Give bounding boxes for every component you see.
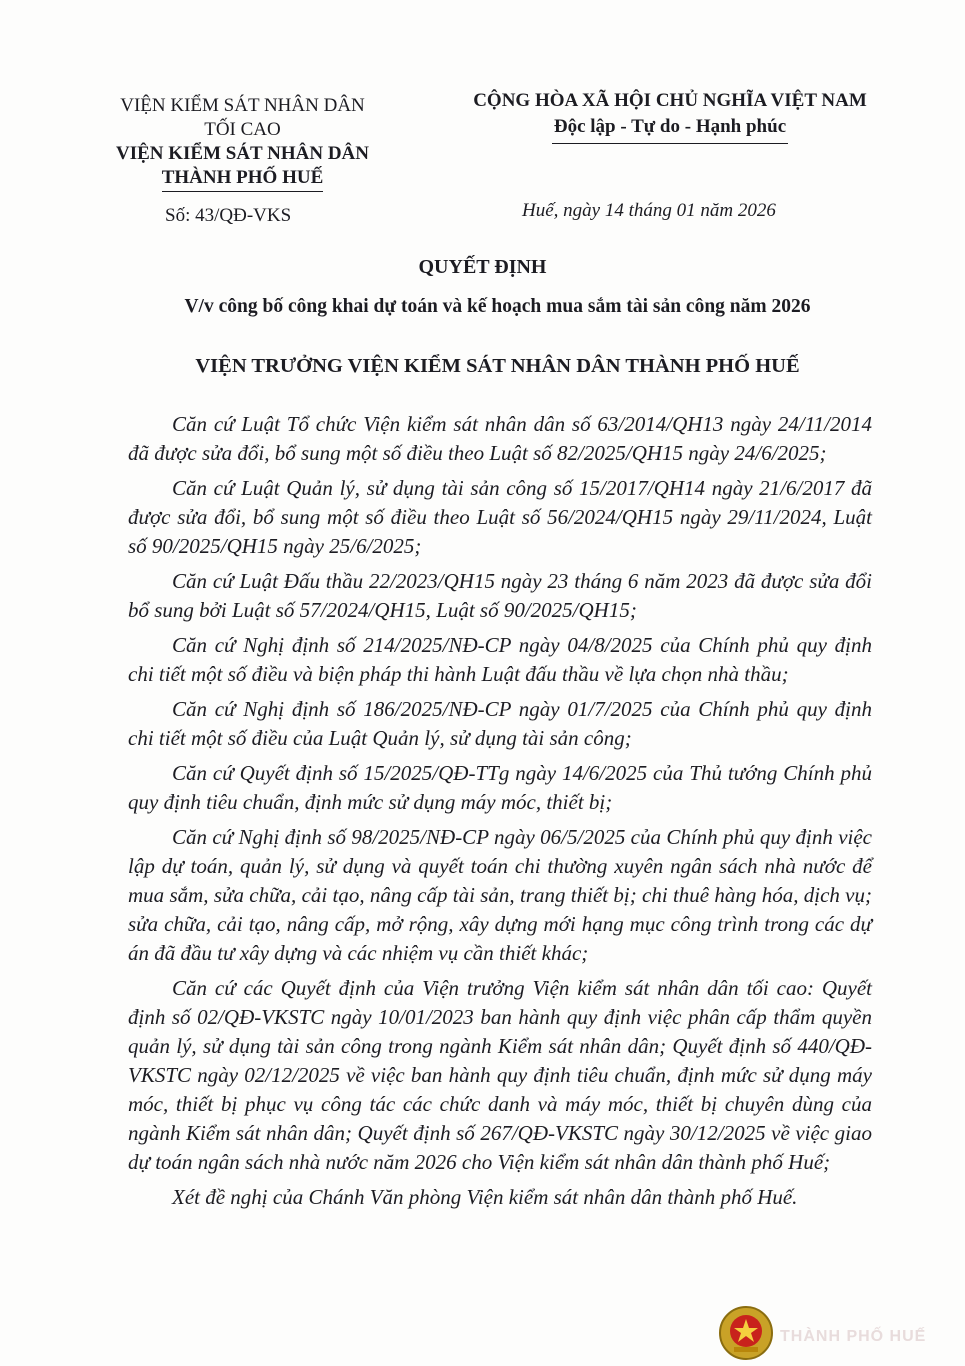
proposal-paragraph: Xét đề nghị của Chánh Văn phòng Viện kiểm sát nhân dân thành phố Huế.: [172, 1185, 798, 1209]
legal-basis-paragraph: Căn cứ Luật Quản lý, sử dụng tài sản công số 15/2017/QH14 ngày 21/6/2017 đã được sửa đổi, bổ sung một số điều theo Luật số 56/2024/QH15 ngày 29/11/2024, Luật số 90/2025/QH15 ngày 25/6/2025;: [128, 476, 872, 558]
national-motto: Độc lập - Tự do - Hạnh phúc: [552, 114, 788, 144]
national-header-block: [430, 88, 910, 144]
document-type-title: QUYẾT ĐỊNH: [418, 256, 547, 278]
document-number: Số: 43/QĐ-VKS: [165, 205, 292, 226]
agency-parent-line2: TỐI CAO: [204, 119, 281, 140]
legal-basis-paragraph: Căn cứ Nghị định số 186/2025/NĐ-CP ngày 01/7/2025 của Chính phủ quy định chi tiết một số điều của Luật Quản lý, sử dụng tài sản công;: [128, 697, 872, 750]
legal-basis-paragraph: Căn cứ Nghị định số 98/2025/NĐ-CP ngày 06/5/2025 của Chính phủ quy định việc lập dự toán, quản lý, sử dụng và quyết toán chi thường xuyên ngân sách nhà nước để mua sắm, sửa chữa, cải tạo, nâng cấp tài sản, trang thiết bị; chi thuê hàng hóa, dịch vụ; sửa chữa, cải tạo, nâng cấp, mở rộng, xây dựng mới hạng mục công trình trong các dự án đã đầu tư xây dựng và các nhiệm vụ cần thiết khác;: [128, 825, 872, 965]
national-title: CỘNG HÒA XÃ HỘI CHỦ NGHĨA VIỆT NAM: [473, 90, 867, 111]
legal-basis-paragraph: Căn cứ các Quyết định của Viện trưởng Viện kiểm sát nhân dân tối cao: Quyết định số 02/QĐ-VKSTC ngày 10/01/2023 ban hành quy định việc phân cấp thẩm quyền quản lý, sử dụng tài sản công trong ngành Kiểm sát nhân dân; Quyết định số 440/QĐ-VKSTC ngày 02/12/2025 về việc ban hành quy định tiêu chuẩn, định mức sử dụng máy móc, thiết bị phục vụ công tác các chức danh và máy móc, thiết bị chuyên dùng của ngành Kiểm sát nhân dân; Quyết định số 267/QĐ-VKSTC ngày 30/12/2025 về việc giao dự toán ngân sách nhà nước năm 2026 cho Viện kiểm sát nhân dân thành phố Huế;: [128, 976, 872, 1174]
national-emblem-icon: [716, 1303, 776, 1363]
legal-basis-paragraph: Căn cứ Luật Tổ chức Viện kiểm sát nhân dân số 63/2014/QH13 ngày 24/11/2014 đã được sửa đổi, bổ sung một số điều theo Luật số 82/2025/QH15 ngày 24/6/2025;: [128, 412, 872, 465]
agency-name-line1: VIỆN KIỂM SÁT NHÂN DÂN: [115, 143, 369, 164]
issuing-agency-block: [100, 94, 385, 192]
document-subject: V/v công bố công khai dự toán và kế hoạch mua sắm tài sản công năm 2026: [184, 296, 811, 317]
stamp-watermark: THÀNH PHỐ HUẾ: [780, 1328, 927, 1345]
agency-parent-line1: VIỆN KIỂM SÁT NHÂN DÂN: [120, 95, 365, 116]
agency-name-line2: THÀNH PHỐ HUẾ: [162, 166, 324, 192]
issuing-authority-title: VIỆN TRƯỞNG VIỆN KIỂM SÁT NHÂN DÂN THÀNH PHỐ HUẾ: [195, 355, 800, 377]
legal-basis-paragraph: Căn cứ Nghị định số 214/2025/NĐ-CP ngày 04/8/2025 của Chính phủ quy định chi tiết một số điều và biện pháp thi hành Luật đấu thầu về lựa chọn nhà thầu;: [128, 633, 872, 686]
date-line: Huế, ngày 14 tháng 01 năm 2026: [522, 200, 776, 221]
legal-basis-paragraph: Căn cứ Quyết định số 15/2025/QĐ-TTg ngày 14/6/2025 của Thủ tướng Chính phủ quy định tiêu chuẩn, định mức sử dụng máy móc, thiết bị;: [128, 761, 872, 814]
legal-basis-paragraph: Căn cứ Luật Đấu thầu 22/2023/QH15 ngày 23 tháng 6 năm 2023 đã được sửa đổi bổ sung bởi Luật số 57/2024/QH15, Luật số 90/2025/QH15;: [128, 569, 872, 622]
document-body: [128, 410, 872, 1218]
